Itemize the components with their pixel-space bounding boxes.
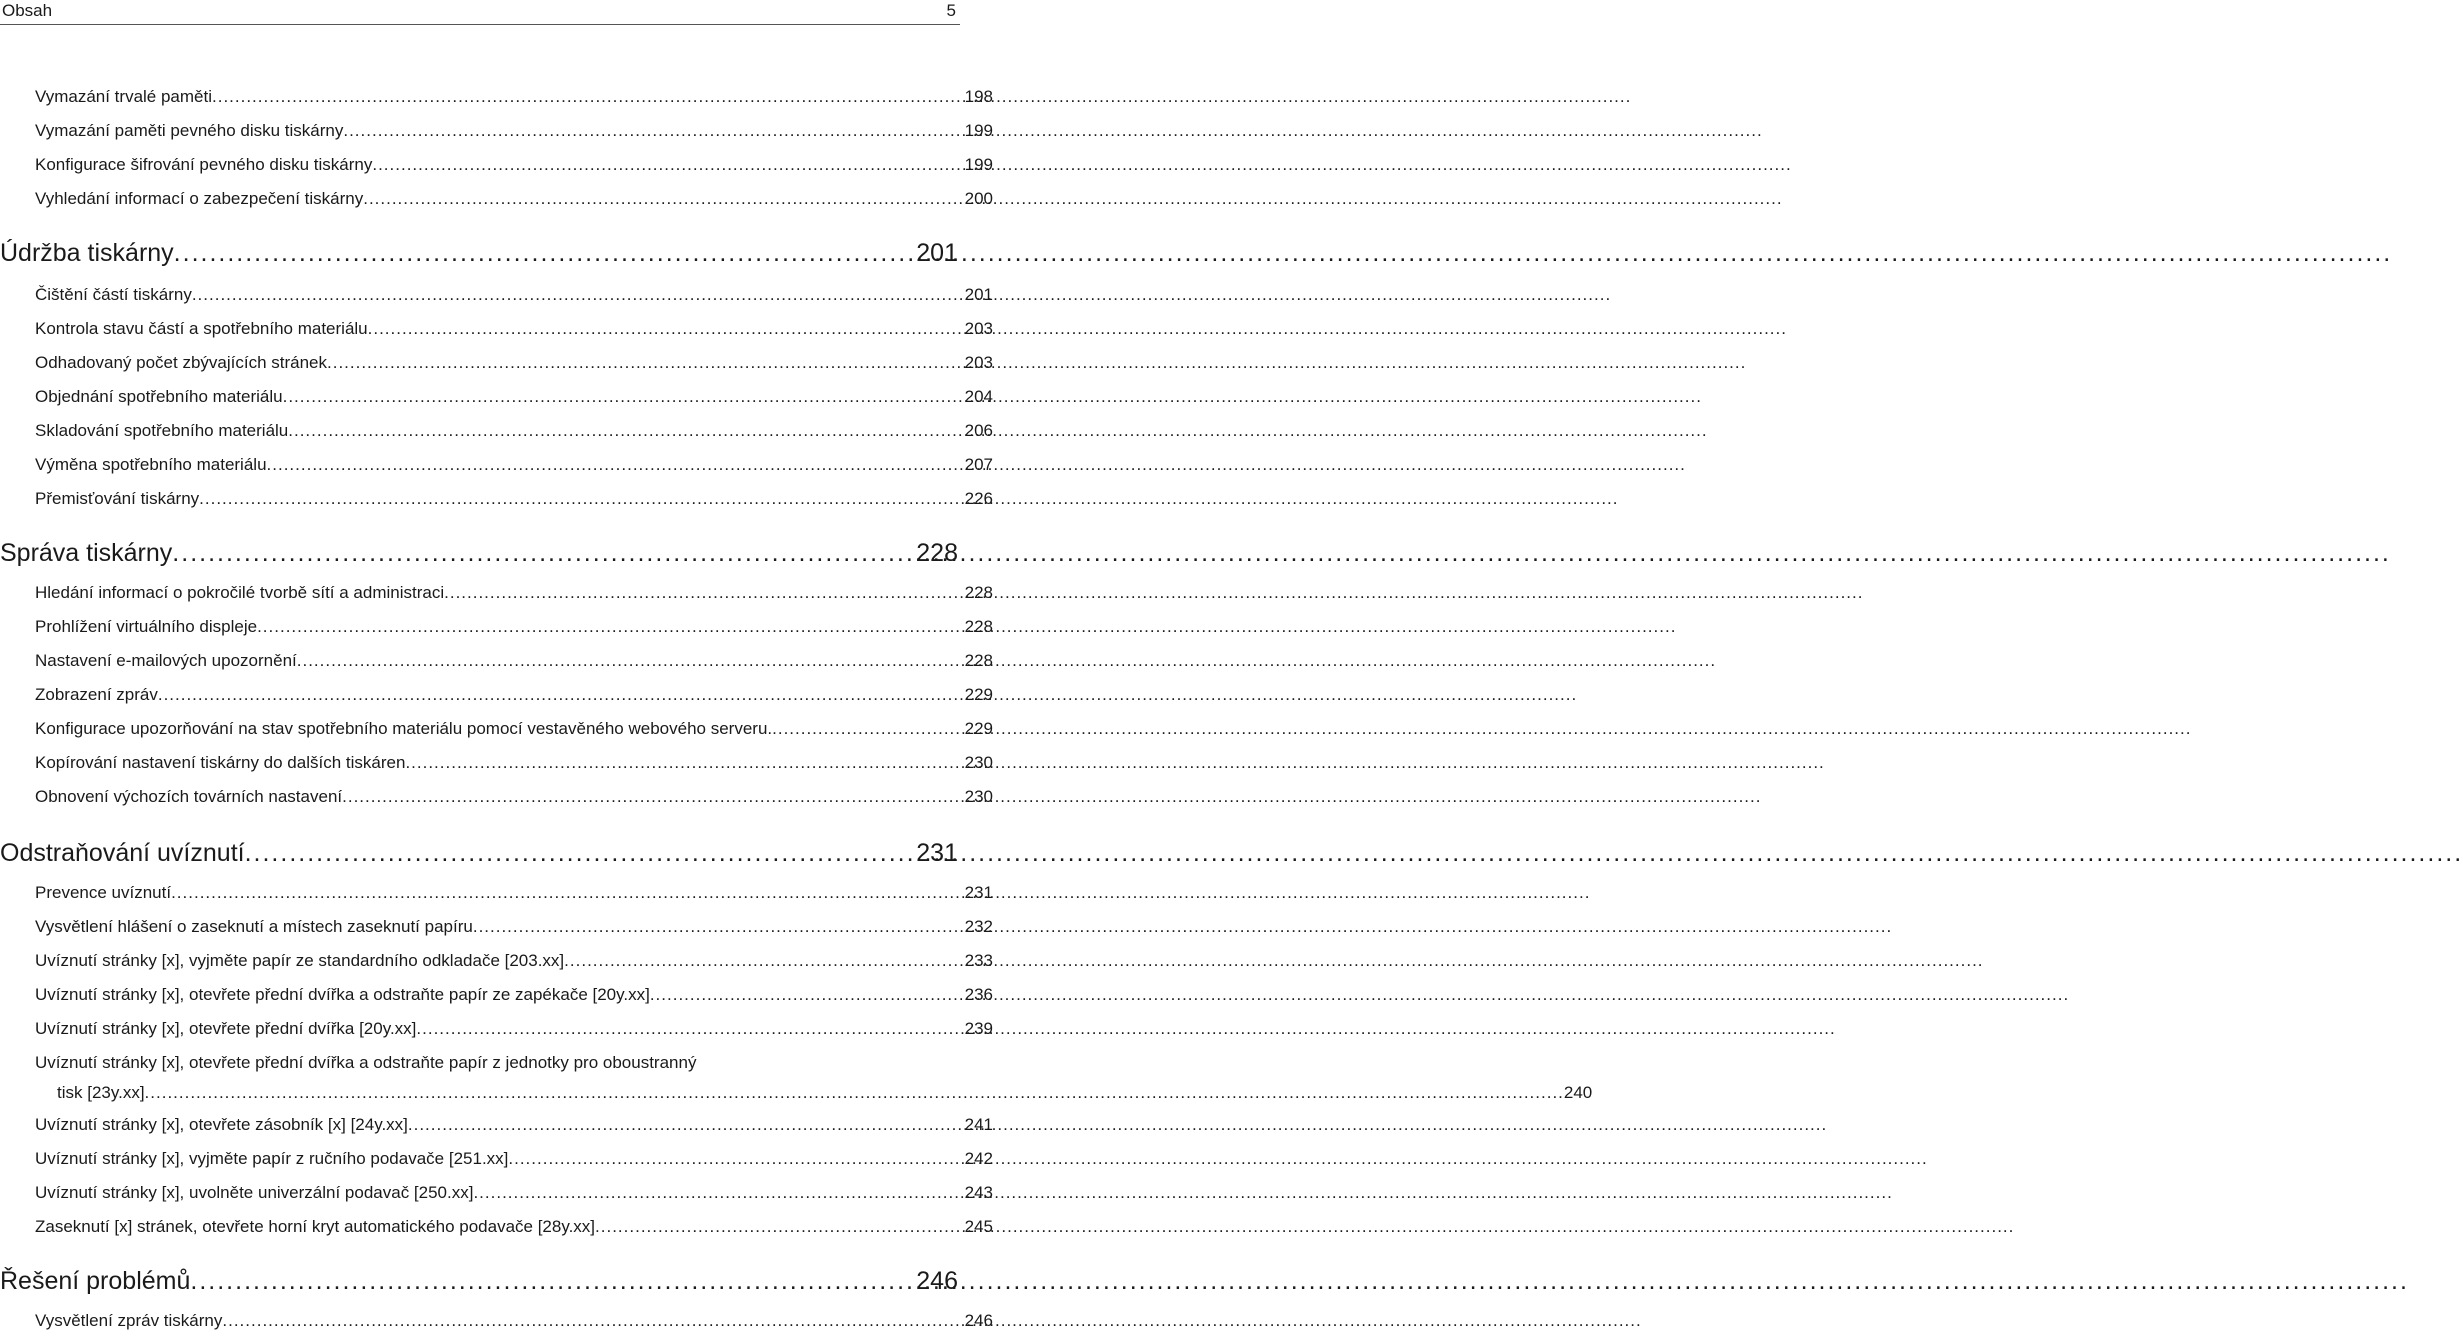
toc-entry-page: 242 — [964, 1149, 993, 1168]
toc-entry-title: Kontrola stavu částí a spotřebního materiálu — [35, 319, 368, 338]
page-header — [0, 0, 960, 25]
dot-leader — [257, 616, 965, 638]
toc-entry-title: Uvíznutí stránky [x], otevřete přední dvířka [20y.xx] — [35, 1019, 417, 1038]
toc-entry[interactable] — [0, 120, 993, 142]
toc-entry-title: Kopírování nastavení tiskárny do dalších tiskáren — [35, 753, 406, 772]
dot-leader — [408, 1114, 965, 1136]
toc-entry[interactable] — [0, 684, 993, 706]
toc-entry-page: 203 — [964, 319, 993, 338]
toc-entry[interactable] — [0, 786, 993, 808]
toc-entry-title: Výměna spotřebního materiálu — [35, 455, 267, 474]
dot-leader — [473, 1182, 964, 1204]
toc-entry-page: 230 — [964, 787, 993, 806]
header-page-number: 5 — [946, 1, 956, 20]
toc-entry[interactable] — [0, 616, 993, 638]
toc-entry-page: 246 — [964, 1311, 993, 1330]
toc-entry-title: Vysvětlení zpráv tiskárny — [35, 1311, 223, 1330]
toc-entry[interactable] — [0, 582, 993, 604]
toc-chapter-page: 246 — [916, 1267, 958, 1295]
toc-entry-title: Objednání spotřebního materiálu — [35, 387, 283, 406]
toc-entry-title: Zobrazení zpráv — [35, 685, 158, 704]
toc-entry-page: 228 — [964, 651, 993, 670]
toc-entry-title: Uvíznutí stránky [x], otevřete přední dvířka a odstraňte papír z jednotky pro oboustranný — [35, 1053, 697, 1072]
toc-entry-title: Prevence uvíznutí — [35, 883, 172, 902]
toc-entry[interactable] — [0, 188, 993, 210]
toc-entry-page: 231 — [964, 883, 993, 902]
dot-leader — [564, 950, 964, 972]
toc-entry-page: 239 — [964, 1019, 993, 1038]
dot-leader — [342, 786, 965, 808]
toc-entry-title: Uvíznutí stránky [x], otevřete zásobník [x] [24y.xx] — [35, 1115, 408, 1134]
dot-leader — [343, 120, 964, 142]
dot-leader — [405, 752, 964, 774]
toc-entry-page: 243 — [964, 1183, 993, 1202]
toc-entry[interactable] — [0, 1148, 993, 1170]
toc-entry-page: 245 — [964, 1217, 993, 1236]
toc-entry[interactable] — [0, 1114, 993, 1136]
toc-chapter-title: Správa tiskárny — [0, 539, 173, 567]
toc-entry-title: Čištění částí tiskárny — [35, 285, 192, 304]
toc-entry-page: 232 — [964, 917, 993, 936]
toc-chapter-page: 201 — [916, 239, 958, 267]
toc-entry[interactable] — [0, 718, 993, 740]
toc-chapter[interactable] — [0, 538, 958, 568]
toc-entry-page: 201 — [964, 285, 993, 304]
toc-entry-page: 230 — [964, 753, 993, 772]
toc-entry[interactable] — [0, 984, 993, 1006]
header-section-title: Obsah — [2, 1, 53, 20]
toc-entry[interactable] — [0, 1216, 993, 1238]
toc-entry-page: 203 — [964, 353, 993, 372]
toc-entry-page: 233 — [964, 951, 993, 970]
dot-leader — [172, 538, 916, 568]
toc-entry[interactable] — [0, 1310, 993, 1332]
toc-entry-page: 198 — [964, 87, 993, 106]
toc-entry-title: Obnovení výchozích továrních nastavení — [35, 787, 343, 806]
toc-entry[interactable] — [0, 86, 993, 108]
dot-leader — [222, 1310, 964, 1332]
toc-entry[interactable] — [0, 752, 993, 774]
toc-entry-title: Prohlížení virtuálního displeje — [35, 617, 258, 636]
dot-leader — [245, 838, 917, 868]
toc-entry[interactable] — [0, 950, 993, 972]
toc-entry[interactable] — [0, 284, 993, 306]
dot-leader — [772, 718, 965, 740]
toc-entry[interactable] — [0, 916, 993, 938]
toc-entry-page: 228 — [964, 583, 993, 602]
dot-leader — [508, 1148, 964, 1170]
toc-entry-page: 228 — [964, 617, 993, 636]
toc-entry[interactable] — [35, 1052, 1593, 1104]
toc-entry[interactable] — [0, 1018, 993, 1040]
toc-entry-title: Uvíznutí stránky [x], vyjměte papír ze standardního odkladače [203.xx] — [35, 951, 565, 970]
toc-entry[interactable] — [0, 154, 993, 176]
dot-leader — [171, 882, 965, 904]
dot-leader — [288, 420, 964, 442]
toc-entry-title-continued: tisk [23y.xx] — [57, 1083, 145, 1102]
toc-entry-title: Skladování spotřebního materiálu — [35, 421, 289, 440]
toc-entry-page: 236 — [964, 985, 993, 1004]
toc-chapter-title: Odstraňování uvíznutí — [0, 839, 245, 867]
toc-entry-page: 229 — [964, 719, 993, 738]
dot-leader — [444, 582, 965, 604]
toc-entry[interactable] — [0, 1182, 993, 1204]
toc-entry-title: Uvíznutí stránky [x], vyjměte papír z ručního podavače [251.xx] — [35, 1149, 509, 1168]
toc-entry-title: Vymazání paměti pevného disku tiskárny — [35, 121, 344, 140]
toc-entry-page: 241 — [964, 1115, 993, 1134]
toc-entry[interactable] — [0, 386, 993, 408]
toc-chapter-page: 231 — [916, 839, 958, 867]
toc-entry-page: 229 — [964, 685, 993, 704]
dot-leader — [283, 386, 965, 408]
toc-entry[interactable] — [0, 318, 993, 340]
dot-leader — [473, 916, 965, 938]
toc-entry-title: Vysvětlení hlášení o zaseknutí a místech zaseknutí papíru — [35, 917, 473, 936]
toc-entry-title: Vyhledání informací o zabezpečení tiskárny — [35, 189, 364, 208]
toc-entry-title: Hledání informací o pokročilé tvorbě sítí a administraci — [35, 583, 445, 602]
toc-chapter-page: 228 — [916, 539, 958, 567]
toc-entry-title: Odhadovaný počet zbývajících stránek — [35, 353, 327, 372]
toc-entry-page: 206 — [964, 421, 993, 440]
toc-entry[interactable] — [0, 650, 993, 672]
toc-entry-page: 204 — [964, 387, 993, 406]
dot-leader — [192, 284, 965, 306]
toc-entry-page: 199 — [964, 155, 993, 174]
dot-leader — [416, 1018, 964, 1040]
dot-leader — [368, 318, 965, 340]
toc-entry[interactable] — [0, 488, 993, 510]
dot-leader — [650, 984, 965, 1006]
toc-entry[interactable] — [0, 352, 993, 374]
toc-entry[interactable] — [0, 420, 993, 442]
toc-chapter-title: Řešení problémů — [0, 1267, 191, 1295]
toc-entry[interactable] — [0, 454, 993, 476]
dot-leader — [595, 1216, 965, 1238]
toc-chapter-title: Údržba tiskárny — [0, 239, 174, 267]
dot-leader — [190, 1266, 916, 1296]
toc-entry-title: Zaseknutí [x] stránek, otevřete horní kryt automatického podavače [28y.xx] — [35, 1217, 596, 1236]
dot-leader — [212, 86, 965, 108]
toc-entry-title: Uvíznutí stránky [x], uvolněte univerzální podavač [250.xx] — [35, 1183, 474, 1202]
dot-leader — [297, 650, 965, 672]
toc-entry-title: Nastavení e-mailových upozornění — [35, 651, 297, 670]
toc-entry-title: Přemisťování tiskárny — [35, 489, 200, 508]
dot-leader — [372, 154, 964, 176]
toc-entry-title: Konfigurace šifrování pevného disku tiskárny — [35, 155, 373, 174]
dot-leader — [174, 238, 917, 268]
dot-leader — [199, 488, 964, 510]
toc-entry-page: 199 — [964, 121, 993, 140]
dot-leader — [363, 188, 964, 210]
toc-entry[interactable] — [0, 882, 993, 904]
toc-entry-page: 226 — [964, 489, 993, 508]
toc-entry-title: Vymazání trvalé paměti — [35, 87, 212, 106]
toc-chapter[interactable] — [0, 1266, 958, 1296]
toc-entry-title: Konfigurace upozorňování na stav spotřebního materiálu pomocí vestavěného webového serveru. — [35, 719, 773, 738]
toc-entry-page: 207 — [964, 455, 993, 474]
dot-leader — [158, 684, 965, 706]
toc-entry-page: 200 — [964, 189, 993, 208]
dot-leader — [145, 1082, 1564, 1104]
toc-chapter[interactable] — [0, 838, 958, 868]
toc-chapter[interactable] — [0, 238, 958, 268]
toc-entry-title: Uvíznutí stránky [x], otevřete přední dvířka a odstraňte papír ze zapékače [20y.xx] — [35, 985, 650, 1004]
dot-leader — [327, 352, 965, 374]
toc-entry-page: 240 — [1563, 1083, 1593, 1102]
dot-leader — [267, 454, 965, 476]
